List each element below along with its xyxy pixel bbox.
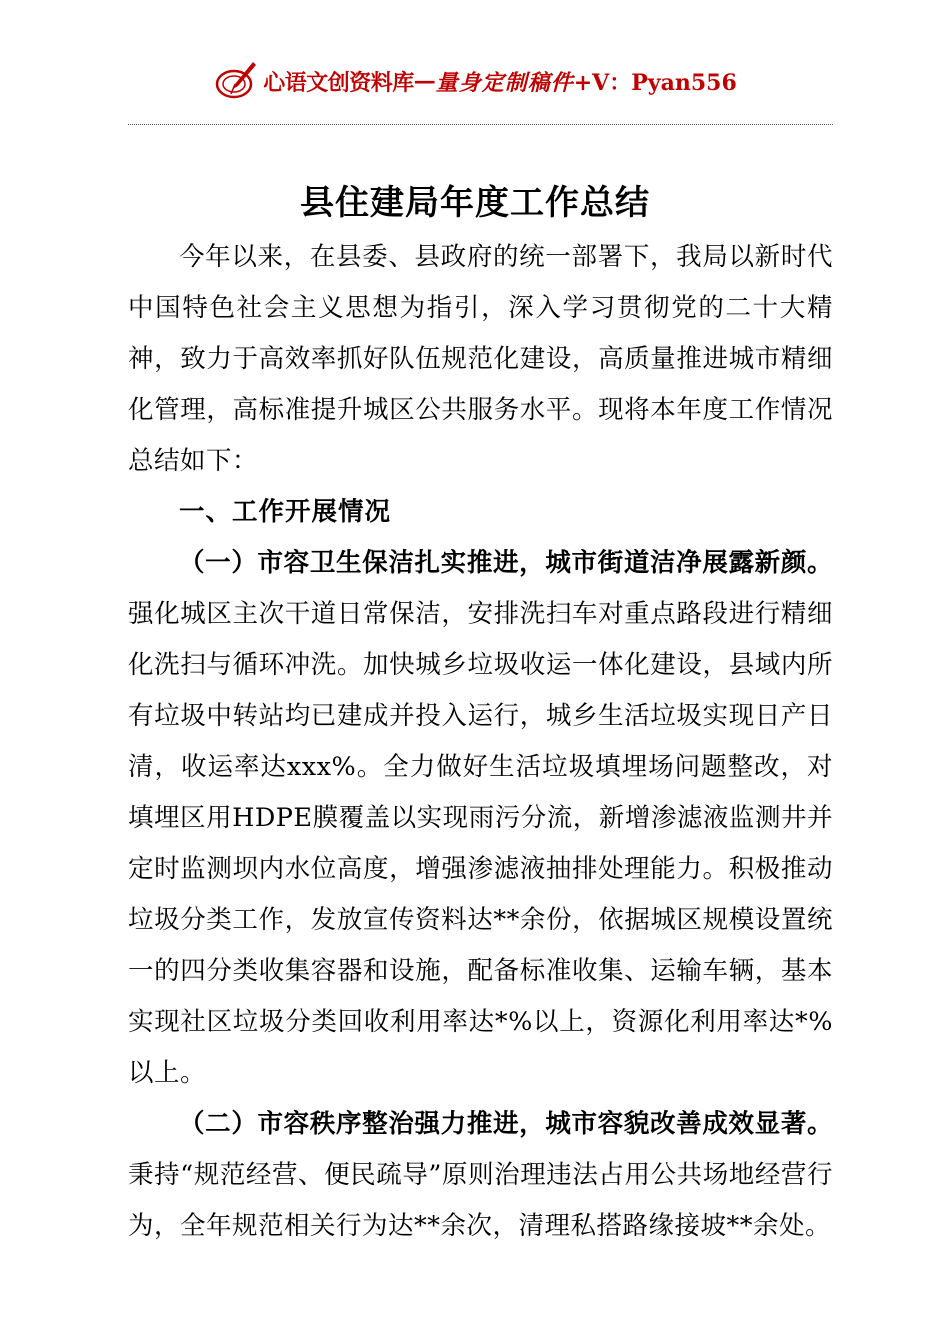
brand-contact: +V：Pyan556 (573, 69, 737, 96)
quill-pen-logo-icon (213, 58, 259, 104)
section-item-1 (128, 538, 833, 1099)
brand-dash: — (413, 68, 436, 94)
intro-paragraph: 今年以来，在县委、县政府的统一部署下，我局以新时代中国特色社会主义思想为指引，深入学习贯彻党的二十大精神，致力于高效率抓好队伍规范化建设，高质量推进城市精细化管理，高标准提升城区公共服务水平。现将本年度工作情况总结如下： (128, 242, 833, 476)
section-heading: 一、工作开展情况 (179, 497, 392, 527)
document-body (128, 232, 833, 1252)
item-2-text: 秉持“规范经营、便民疏导”原则治理违法占用公共场地经营行为，全年规范相关行为达**余次，清理私搭路缘接坡**余处。 (128, 1160, 833, 1241)
brand-name: 心语文创资料库 (263, 69, 414, 96)
item-1-subheading: （一）市容卫生保洁扎实推进，城市街道洁净展露新颜。 (179, 548, 833, 578)
item-2-subheading: （二）市容秩序整治强力推进，城市容貌改善成效显著。 (179, 1109, 833, 1139)
page-header (0, 58, 950, 104)
item-1-text: 强化城区主次干道日常保洁，安排洗扫车对重点路段进行精细化洗扫与循环冲洗。加快城乡垃圾收运一体化建设，县域内所有垃圾中转站均已建成并投入运行，城乡生活垃圾实现日产日清，收运率达xxx%。全力做好生活垃圾填埋场问题整改，对填埋区用HDPE膜覆盖以实现雨污分流，新增渗滤液监测井并定时监测坝内水位高度，增强渗滤液抽排处理能力。积极推动垃圾分类工作，发放宣传资料达**余份，依据城区规模设置统一的四分类收集容器和设施，配备标准收集、运输车辆，基本实现社区垃圾分类回收利用率达*%以上，资源化利用率达*%以上。 (128, 599, 833, 1088)
section-item-2 (128, 1099, 833, 1252)
header-divider (128, 124, 833, 125)
brand-slogan: 量身定制稿件 (435, 69, 574, 96)
document-title: 县住建局年度工作总结 (300, 183, 650, 223)
